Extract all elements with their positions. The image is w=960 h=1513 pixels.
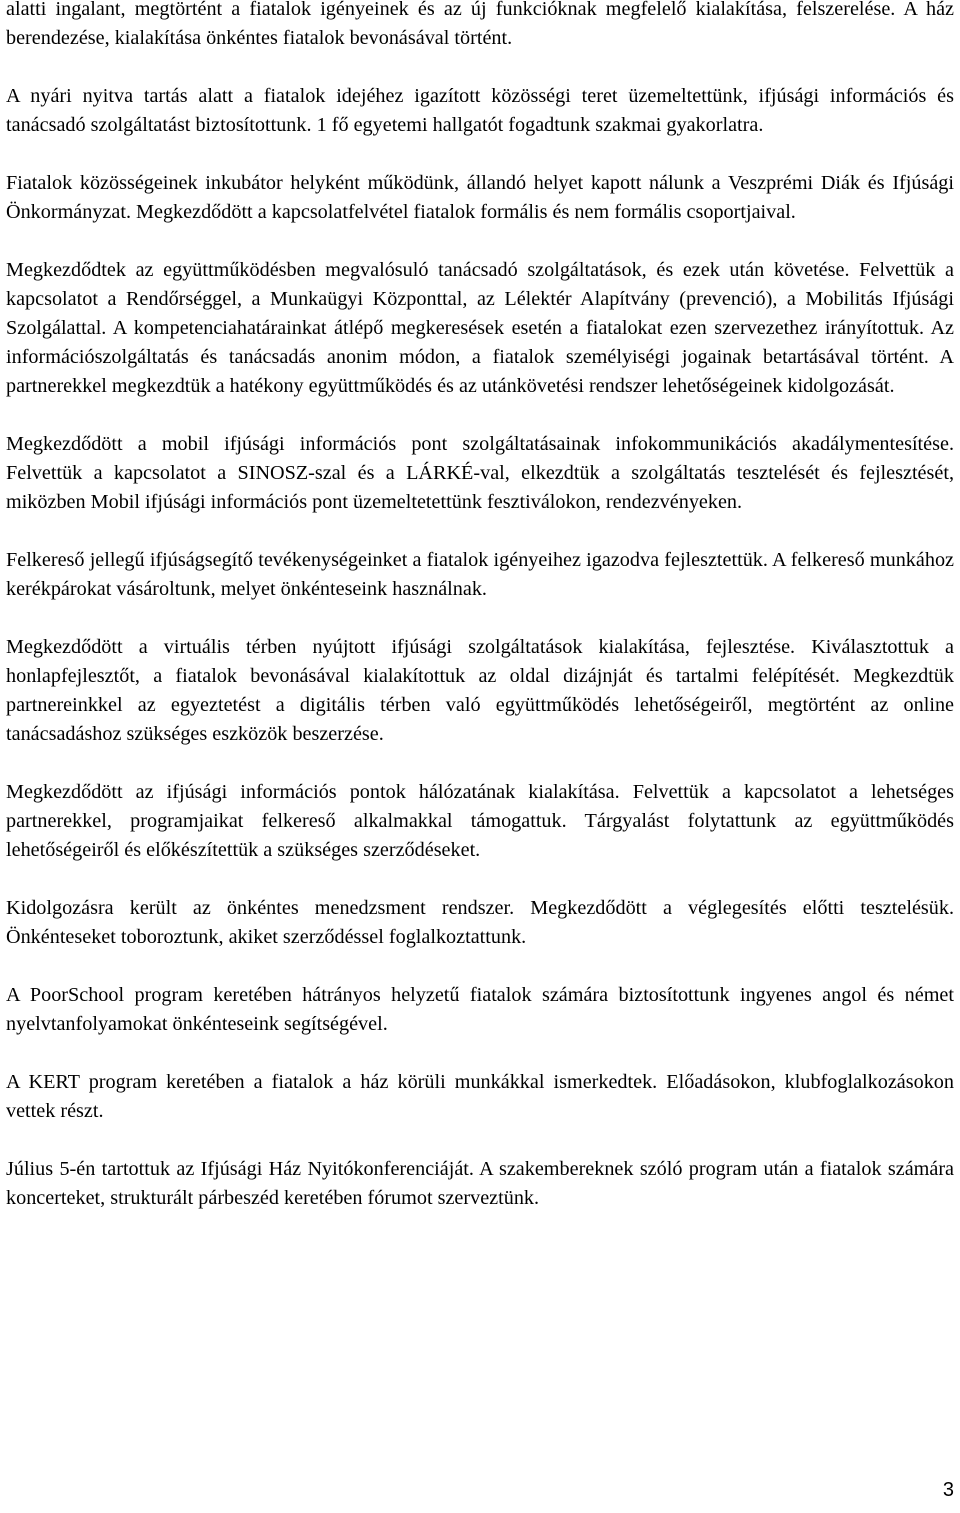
paragraph-opening-conference: Július 5-én tartottuk az Ifjúsági Ház Nyitókonferenciáját. A szakembereknek szóló program után a fiatalok számára koncerteket, strukturált párbeszéd keretében fórumot szerveztünk. [6, 1158, 954, 1209]
document-body [6, 0, 954, 1242]
paragraph-counseling-services: Megkezdődtek az együttműködésben megvalósuló tanácsadó szolgáltatások, és ezek után követése. Felvettük a kapcsolatot a Rendőrséggel, a Munkaügyi Központtal, az Lélektér Alapítvány (prevenció), a Mobilitás Ifjúsági Szolgálattal. A kompetenciahatárainkat átlépő megkeresések esetén a fiatalokat ezen szervezethez irányítottuk. Az információszolgáltatás és tanácsadás anonim módon, a fiatalok személyiségi jogainak betartásával történt. A partnerekkel megkezdtük a hatékony együttműködés és az utánkövetési rendszer lehetőségeinek kidolgozását. [6, 259, 954, 397]
paragraph-volunteer-management: Kidolgozásra került az önkéntes menedzsment rendszer. Megkezdődött a véglegesítés előtti tesztelésük. Önkénteseket toboroztunk, akiket szerződéssel foglalkoztattunk. [6, 897, 954, 948]
paragraph-summer-opening: A nyári nyitva tartás alatt a fiatalok idejéhez igazított közösségi teret üzemeltettünk, ifjúsági információs és tanácsadó szolgáltatást biztosítottunk. 1 fő egyetemi hallgatót fogadtunk szakmai gyakorlatra. [6, 85, 954, 136]
paragraph-kert-program: A KERT program keretében a fiatalok a ház körüli munkákkal ismerkedtek. Előadásokon, klubfoglalkozásokon vettek részt. [6, 1071, 954, 1122]
page-number: 3 [942, 1479, 954, 1501]
paragraph-facility-setup: alatti ingalant, megtörtént a fiatalok igényeinek és az új funkcióknak megfelelő kialakítása, felszerelése. A ház berendezése, kialakítása önkéntes fiatalok bevonásával történt. [6, 0, 954, 49]
paragraph-virtual-services: Megkezdődött a virtuális térben nyújtott ifjúsági szolgáltatások kialakítása, fejlesztése. Kiválasztottuk a honlapfejlesztőt, a fiatalok bevonásával kialakítottuk az oldal dizájnját és tartalmi felépítését. Megkezdtük partnereinkkel az egyeztetést a digitális térben való együttműködés lehetőségeiről, megtörtént az online tanácsadáshoz szükséges eszközök beszerzése. [6, 636, 954, 745]
paragraph-info-point-network: Megkezdődött az ifjúsági információs pontok hálózatának kialakítása. Felvettük a kapcsolatot a lehetséges partnerekkel, programjaikat felkereső alkalmakkal támogattuk. Tárgyalást folytattunk az együttműködés lehetőségeiről és előkészítettük a szükséges szerződéseket. [6, 781, 954, 861]
paragraph-community-incubator: Fiatalok közösségeinek inkubátor helyként működünk, állandó helyet kapott nálunk a Veszprémi Diák és Ifjúsági Önkormányzat. Megkezdődött a kapcsolatfelvétel fiatalok formális és nem formális csoportjaival. [6, 172, 954, 223]
paragraph-outreach-work: Felkereső jellegű ifjúságsegítő tevékenységeinket a fiatalok igényeihez igazodva fejlesztettük. A felkereső munkához kerékpárokat vásároltunk, melyet önkénteseink használnak. [6, 549, 954, 600]
paragraph-mobile-info-point: Megkezdődött a mobil ifjúsági információs pont szolgáltatásainak infokommunikációs akadálymentesítése. Felvettük a kapcsolatot a SINOSZ-szal és a LÁRKÉ-val, elkezdtük a szolgáltatás tesztelését és fejlesztését, miközben Mobil ifjúsági információs pont üzemeltetettünk fesztiválokon, rendezvényeken. [6, 433, 954, 513]
paragraph-poorschool-program: A PoorSchool program keretében hátrányos helyzetű fiatalok számára biztosítottunk ingyenes angol és német nyelvtanfolyamokat önkénteseink segítségével. [6, 984, 954, 1035]
